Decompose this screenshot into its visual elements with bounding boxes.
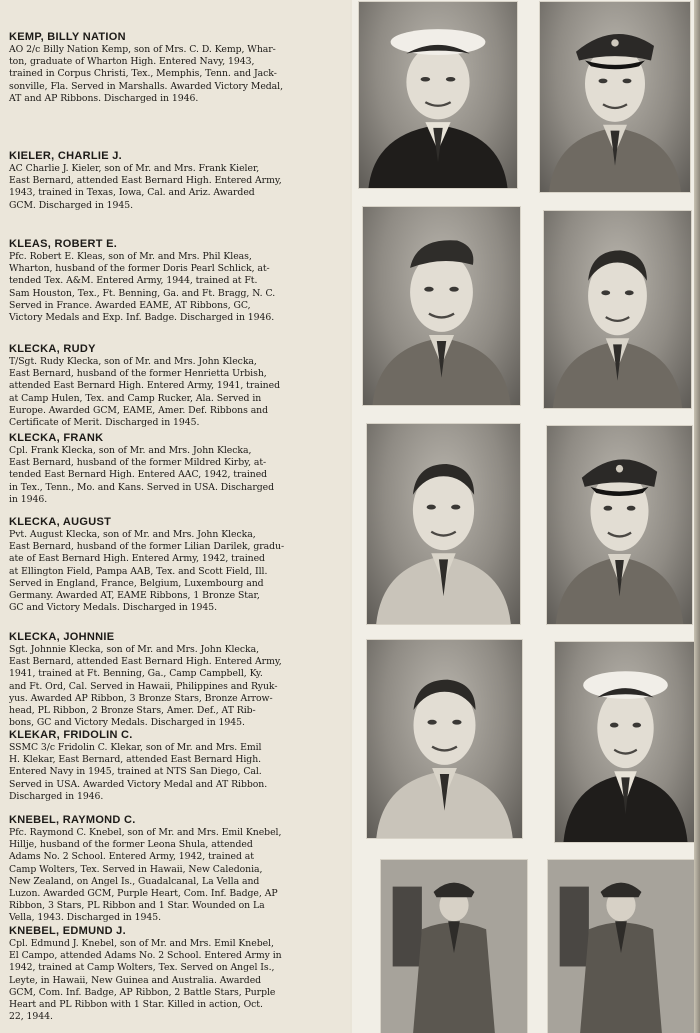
portrait-silhouette	[555, 642, 696, 842]
photo-kieler-charlie	[540, 2, 690, 192]
portrait-silhouette	[367, 424, 520, 624]
entry-klecka-august	[9, 516, 341, 614]
portrait-silhouette	[544, 211, 691, 408]
entry-klecka-rudy	[9, 343, 341, 429]
entry-bio: SSMC 3/c Fridolin C. Klekar, son of Mr. and Mrs. Emil H. Klekar, East Bernard, attended East Bernard High. Entered Navy in 1945, trained at NTS San Diego, Cal. Served in USA. Awarded Victory Medal and AT Ribbon. Discharged in 1946.	[9, 742, 268, 802]
photo-klecka-frank	[367, 424, 520, 624]
page-binding-edge	[694, 0, 700, 1033]
photo-klecka-rudy	[544, 211, 691, 408]
entry-bio: AO 2/c Billy Nation Kemp, son of Mrs. C. D. Kemp, Whar- ton, graduate of Wharton High. Entered Navy, 1943, trained in Corpus Christi, Tex., Memphis, Tenn. and Jack- sonville, Fla. Served in Marshalls. Awarded Victory Medal, AT and AP Ribbons. Discharged in 1946.	[9, 44, 284, 104]
portrait-silhouette	[548, 860, 694, 1033]
photo-klecka-johnnie	[367, 640, 522, 838]
entry-knebel-raymond	[9, 814, 341, 925]
entry-name: KLECKA, AUGUST	[9, 516, 112, 528]
entry-bio: Pvt. August Klecka, son of Mr. and Mrs. John Klecka, East Bernard, husband of the former Lilian Darilek, gradu- ate of East Bernard High. Entered Army, 1942, trained at Ellington Field, Pampa AAB, Tex. and Scott Field, Ill. Served in England, France, Belgium, Luxembourg and Germany. Awarded AT, EAME Ribbons, 1 Bronze Star, GC and Victory Medals. Discharged in 1945.	[9, 529, 285, 614]
portrait-silhouette	[547, 426, 692, 624]
photo-kleas-robert	[363, 207, 520, 405]
photo-knebel-raymond	[381, 860, 527, 1033]
entry-name: KNEBEL, EDMUND J.	[9, 925, 126, 937]
entry-name: KIELER, CHARLIE J.	[9, 150, 122, 162]
entry-bio: Cpl. Frank Klecka, son of Mr. and Mrs. John Klecka, East Bernard, husband of the former Mildred Kirby, at- tended East Bernard High. Entered AAC, 1942, trained in Tex., Tenn., Mo. and Kans. Served in USA. Discharged in 1946.	[9, 445, 275, 505]
entry-klecka-frank	[9, 432, 341, 506]
portrait-silhouette	[363, 207, 520, 405]
entry-bio: Pfc. Robert E. Kleas, son of Mr. and Mrs. Phil Kleas, Wharton, husband of the former Doris Pearl Schlick, at- tended Tex. A&M. Entered Army, 1944, trained at Ft. Sam Houston, Tex., Ft. Benning, Ga. and Ft. Bragg, N. C. Served in France. Awarded EAME, AT Ribbons, GC, Victory Medals and Exp. Inf. Badge. Discharged in 1946.	[9, 251, 276, 324]
portrait-silhouette	[381, 860, 527, 1033]
entry-kieler-charlie	[9, 150, 341, 212]
entry-kemp-billy	[9, 31, 341, 105]
entry-klekar-fridolin	[9, 729, 341, 803]
entry-klecka-johnnie	[9, 631, 341, 729]
entry-name: KLECKA, JOHNNIE	[9, 631, 115, 643]
entry-bio: Sgt. Johnnie Klecka, son of Mr. and Mrs. John Klecka, East Bernard, attended East Bernard High. Entered Army, 1941, trained at Ft. Benning, Ga., Camp Campbell, Ky. and Ft. Ord, Cal. Served in Hawaii, Philippines and Ryuk- yus. Awarded AP Ribbon, 3 Bronze Stars, Bronze Arrow- head, PL Ribbon, 2 Bronze Stars, Amer. Def., AT Rib- bons, GC and Victory Medals. Discharged in 1945.	[9, 644, 282, 729]
entry-name: KLEAS, ROBERT E.	[9, 238, 118, 250]
photo-klecka-august	[547, 426, 692, 624]
photo-klekar-fridolin	[555, 642, 696, 842]
portrait-silhouette	[540, 2, 690, 192]
entry-bio: T/Sgt. Rudy Klecka, son of Mr. and Mrs. John Klecka, East Bernard, husband of the former Henrietta Urbish, attended East Bernard High. Entered Army, 1941, trained at Camp Hulen, Tex. and Camp Rucker, Ala. Served in Europe. Awarded GCM, EAME, Amer. Def. Ribbons and Certificate of Merit. Discharged in 1945.	[9, 356, 280, 429]
portrait-silhouette	[367, 640, 522, 838]
photo-knebel-edmund	[548, 860, 694, 1033]
photo-kemp-billy	[359, 2, 517, 188]
entry-name: KLEKAR, FRIDOLIN C.	[9, 729, 133, 741]
entry-bio: AC Charlie J. Kieler, son of Mr. and Mrs. Frank Kieler, East Bernard, attended East Bernard High. Entered Army, 1943, trained in Texas, Iowa, Cal. and Ariz. Awarded GCM. Discharged in 1945.	[9, 163, 282, 211]
entry-name: KEMP, BILLY NATION	[9, 31, 126, 43]
entry-name: KLECKA, RUDY	[9, 343, 96, 355]
entry-bio: Pfc. Raymond C. Knebel, son of Mr. and Mrs. Emil Knebel, Hillje, husband of the former Leona Shula, attended Adams No. 2 School. Entered Army, 1942, trained at Camp Wolters, Tex. Served in Hawaii, New Caledonia, New Zealand, on Angel Is., Guadalcanal, La Vella and Luzon. Awarded GCM, Purple Heart, Com. Inf. Badge, AP Ribbon, 3 Stars, PL Ribbon and 1 Star. Wounded on La Vella, 1943. Discharged in 1945.	[9, 827, 282, 924]
portrait-silhouette	[359, 2, 517, 188]
entry-knebel-edmund	[9, 925, 341, 1023]
photo-column	[352, 0, 700, 1033]
entry-name: KNEBEL, RAYMOND C.	[9, 814, 136, 826]
entry-name: KLECKA, FRANK	[9, 432, 104, 444]
entry-kleas-robert	[9, 238, 341, 324]
entry-bio: Cpl. Edmund J. Knebel, son of Mr. and Mrs. Emil Knebel, El Campo, attended Adams No. 2 School. Entered Army in 1942, trained at Camp Wolters, Tex. Served on Angel Is., Leyte, in Hawaii, New Guinea and Australia. Awarded GCM, Com. Inf. Badge, AP Ribbon, 2 Battle Stars, Purple Heart and PL Ribbon with 1 Star. Killed in action, Oct. 22, 1944.	[9, 938, 282, 1023]
